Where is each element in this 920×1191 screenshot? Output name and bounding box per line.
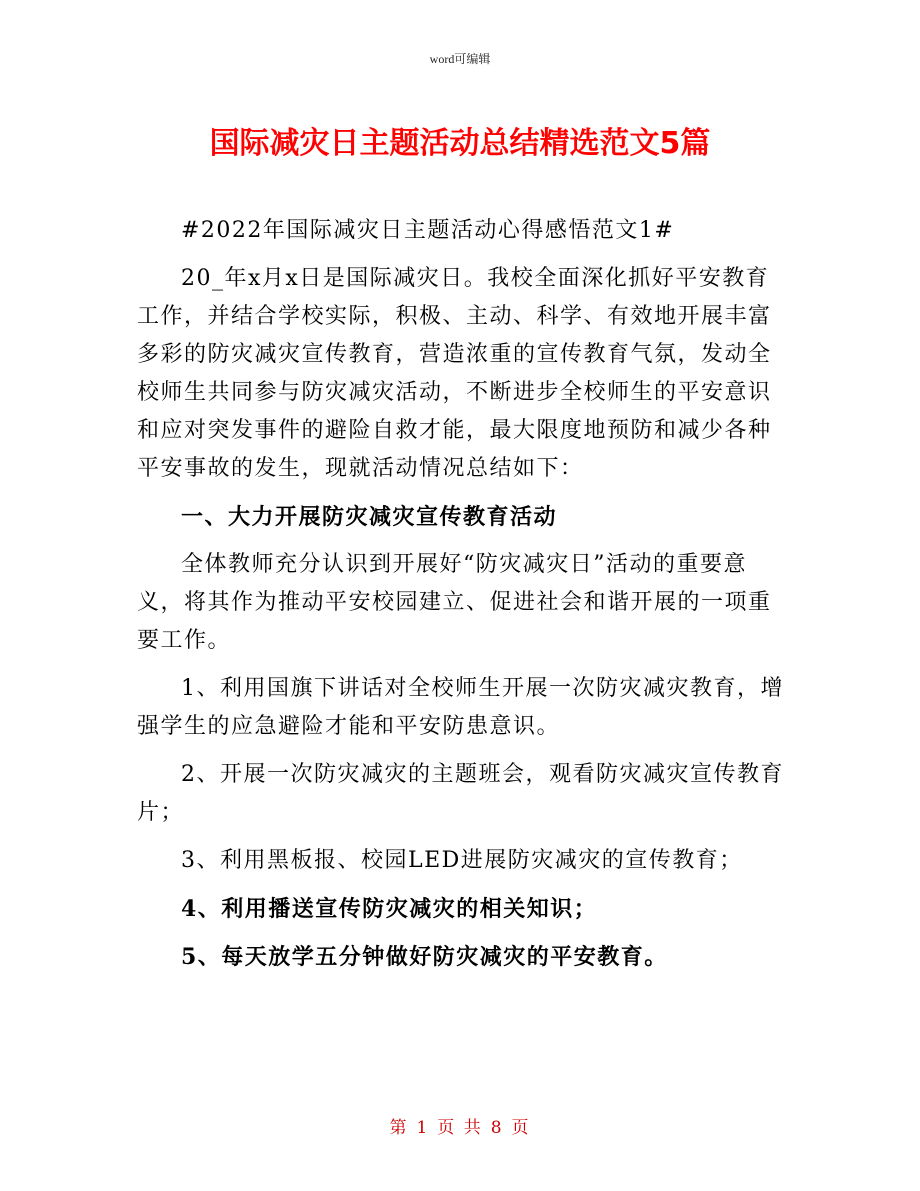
body-paragraph: 全体教师充分认识到开展好“防灾减灾日”活动的重要意义，将其作为推动平安校园建立、促进社会和谐开展的一项重要工作。 <box>137 552 772 653</box>
list-item: 1、利用国旗下讲话对全校师生开展一次防灾减灾教育，增强学生的应急避险才能和平安防患意识。 <box>137 676 784 739</box>
footer-page-number: 1 <box>416 1118 430 1138</box>
list-item: 3、利用黑板报、校园LED进展防灾减灾的宣传教育； <box>181 848 743 873</box>
footer-total-pages: 8 <box>490 1118 504 1138</box>
page-footer <box>0 1113 920 1138</box>
section-heading-paragraph: #2022年国际减灾日主题活动心得感悟范文1# <box>181 218 675 243</box>
list-item: 2、开展一次防灾减灾的主题班会，观看防灾减灾宣传教育片； <box>137 762 784 825</box>
document-title: 国际减灾日主题活动总结精选范文5篇 <box>209 126 711 161</box>
intro-paragraph: 20_年x月x日是国际减灾日。我校全面深化抓好平安教育工作，并结合学校实际，积极、主动、科学、有效地开展丰富多彩的防灾减灾宣传教育，营造浓重的宣传教育气氛，发动全校师生共同参与防灾减灾活动，不断进步全校师生的平安意识和应对突发事件的避险自救才能，最大限度地预防和减少各种平安事故的发生，现就活动情况总结如下： <box>137 266 772 481</box>
footer-prefix: 第 <box>389 1118 409 1138</box>
footer-middle: 页 共 <box>437 1118 483 1138</box>
list-item: 4、利用播送宣传防灾减灾的相关知识； <box>181 896 598 922</box>
page-header: word可编辑 <box>429 52 491 66</box>
document-body <box>137 212 787 986</box>
footer-suffix: 页 <box>511 1118 531 1138</box>
list-item: 5、每天放学五分钟做好防灾减灾的平安教育。 <box>181 944 668 970</box>
section-heading: 一、大力开展防灾减灾宣传教育活动 <box>181 504 558 530</box>
